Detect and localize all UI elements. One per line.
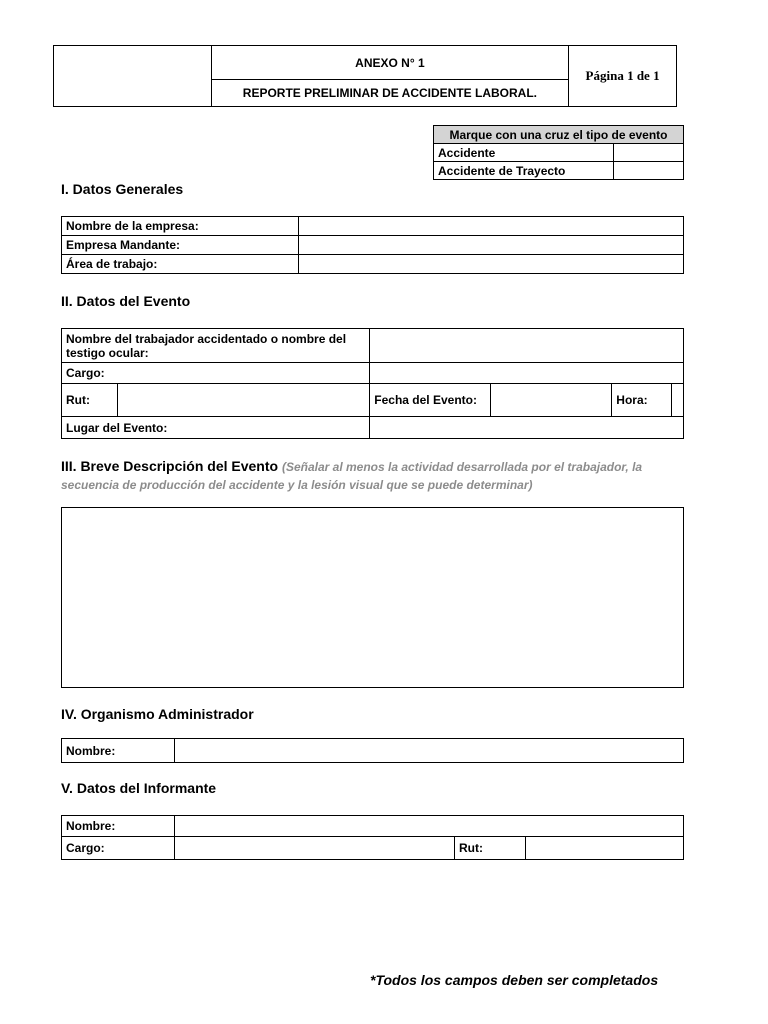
lugar-evento-label: Lugar del Evento: — [62, 417, 370, 439]
cargo-input[interactable] — [370, 363, 684, 384]
informante-nombre-input[interactable] — [175, 816, 684, 837]
section-instruction-note: (Señalar al menos la actividad desarrollada por el trabajador, la secuencia de producción del accidente y la lesión visual que se puede determinar) — [61, 460, 643, 492]
section-title-text: III. Breve Descripción del Evento — [61, 458, 279, 474]
report-title: REPORTE PRELIMINAR DE ACCIDENTE LABORAL. — [211, 80, 568, 107]
annex-title: ANEXO N° 1 — [211, 46, 568, 80]
empresa-mandante-input[interactable] — [299, 236, 684, 255]
section-title-organismo: IV. Organismo Administrador — [61, 706, 254, 722]
event-type-accidente-checkbox[interactable] — [614, 144, 684, 162]
worker-name-label: Nombre del trabajador accidentado o nombre del testigo ocular: — [62, 329, 370, 363]
informante-table — [61, 815, 684, 860]
organismo-table — [61, 738, 684, 763]
event-type-option-label: Accidente — [434, 144, 614, 162]
event-type-table — [433, 125, 684, 180]
informante-rut-input[interactable] — [526, 837, 684, 860]
section-title-descripcion — [61, 458, 681, 494]
footer-note: *Todos los campos deben ser completados — [370, 972, 659, 988]
event-type-option-label: Accidente de Trayecto — [434, 162, 614, 180]
event-type-trayecto-checkbox[interactable] — [614, 162, 684, 180]
rut-label: Rut: — [62, 384, 118, 417]
field-label: Nombre de la empresa: — [62, 217, 299, 236]
worker-name-input[interactable] — [370, 329, 684, 363]
hora-input[interactable] — [672, 384, 684, 417]
field-label: Área de trabajo: — [62, 255, 299, 274]
area-trabajo-input[interactable] — [299, 255, 684, 274]
page-indicator: Página 1 de 1 — [569, 46, 677, 107]
fecha-evento-label: Fecha del Evento: — [370, 384, 491, 417]
organismo-nombre-input[interactable] — [175, 739, 684, 763]
empresa-input[interactable] — [299, 217, 684, 236]
field-label: Empresa Mandante: — [62, 236, 299, 255]
lugar-evento-input[interactable] — [370, 417, 684, 439]
section-title-informante: V. Datos del Informante — [61, 780, 217, 796]
logo-cell — [54, 46, 212, 107]
informante-nombre-label: Nombre: — [62, 816, 175, 837]
event-type-header: Marque con una cruz el tipo de evento — [434, 126, 684, 144]
cargo-label: Cargo: — [62, 363, 370, 384]
rut-input[interactable] — [118, 384, 370, 417]
header-table — [53, 45, 677, 107]
hora-label: Hora: — [612, 384, 672, 417]
organismo-nombre-label: Nombre: — [62, 739, 175, 763]
informante-cargo-input[interactable] — [175, 837, 455, 860]
section-title-datos-evento: II. Datos del Evento — [61, 293, 191, 309]
section-title-datos-generales: I. Datos Generales — [61, 181, 184, 197]
event-data-table — [61, 328, 684, 439]
general-data-table — [61, 216, 684, 274]
description-textarea[interactable] — [61, 507, 684, 688]
informante-rut-label: Rut: — [455, 837, 526, 860]
fecha-evento-input[interactable] — [491, 384, 612, 417]
informante-cargo-label: Cargo: — [62, 837, 175, 860]
